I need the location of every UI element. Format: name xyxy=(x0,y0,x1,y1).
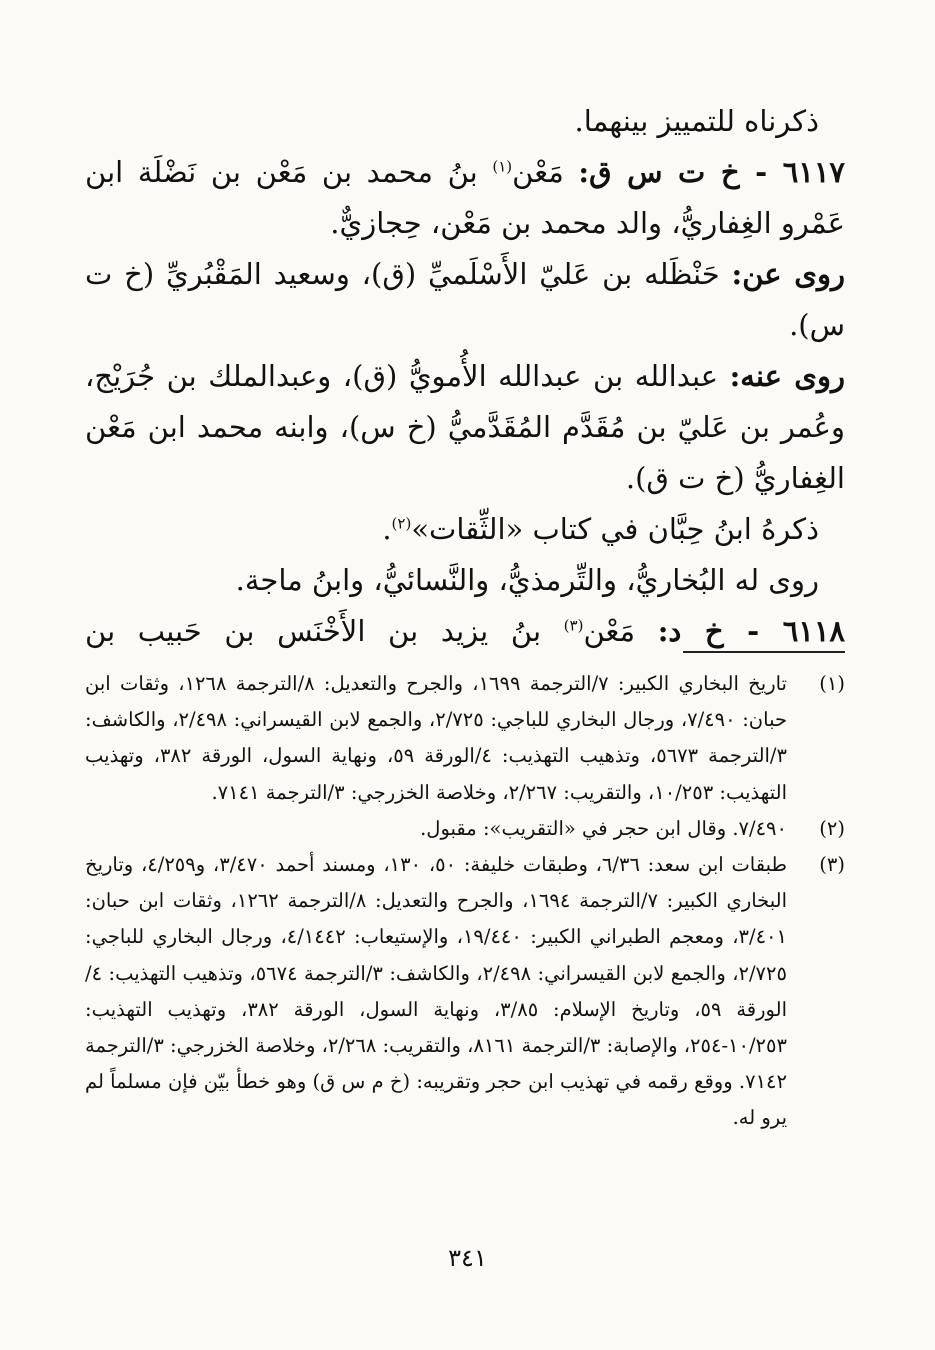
entry-text: بنُ محمد بن مَعْن بن نَضْلَة ابن عَمْرو الغِفاريُّ، والد محمد بن مَعْن، حِجازيٌّ. xyxy=(85,155,845,240)
footnote-number: (٢) xyxy=(819,816,845,840)
footnote-2 xyxy=(85,811,845,847)
footnote-text: تاريخ البخاري الكبير: ٧/الترجمة ١٦٩٩، والجرح والتعديل: ٨/الترجمة ١٢٦٨، وثقات ابن حبان: ٧/٤٩٠، ورجال البخاري للباجي: ٢/٧٢٥، والجمع لابن القيسراني: ٢/٤٩٨، والكاشف: ٣/الترجمة ٥٦٧٣، وتذهيب التهذيب: ٤/الورقة ٥٩، ونهاية السول، الورقة ٣٨٢، وتهذيب التهذيب: ١٠/٢٥٣، والتقريب: ٢/٢٦٧، وخلاصة الخزرجي: ٣/الترجمة ٧١٤١. xyxy=(85,672,788,804)
main-text xyxy=(85,96,845,657)
footnote-ref: (٢) xyxy=(391,514,412,533)
entry-number: ٦١١٧ - خ ت س ق: xyxy=(578,155,845,189)
footnote-text: ٧/٤٩٠. وقال ابن حجر في «التقريب»: مقبول. xyxy=(420,816,787,840)
narrated-by xyxy=(85,351,845,504)
narrated-for: روى له البُخاريُّ، والتِّرمذيُّ، والنَّسائيُّ، وابنُ ماجة. xyxy=(235,563,819,597)
narrated-by-text: عبدالله بن عبدالله الأُمويُّ (ق)، وعبدالملك بن جُرَيْج، وعُمر بن عَليّ بن مُقَدَّم المُقَدَّميُّ (خ س)، وابنه محمد ابن مَعْن الغِفاريُّ (خ ت ق). xyxy=(85,359,845,495)
entry-name: مَعْن xyxy=(512,155,579,189)
footnote-divider xyxy=(683,651,845,653)
entry-number: ٦١١٨ - خ د: xyxy=(657,614,845,648)
narrated-from-label: روى عن: xyxy=(731,257,846,291)
narrated-by-label: روى عنه: xyxy=(729,359,845,393)
page-number: ٣٤١ xyxy=(448,1244,487,1272)
footnote-ref: (١) xyxy=(492,157,513,176)
footnote-text: طبقات ابن سعد: ٦/٣٦، وطبقات خليفة: ٥٠، ١٣٠، ومسند أحمد ٣/٤٧٠، و٤/٢٥٩، وتاريخ البخاري الكبير: ٧/الترجمة ١٦٩٤، والجرح والتعديل: ٨/الترجمة ١٢٦٢، وثقات ابن حبان: ٣/٤٠١، ومعجم الطبراني الكبير: ١٩/٤٤٠، والإستيعاب: ٤/١٤٤٢، ورجال البخاري للباجي: ٢/٧٢٥، والجمع لابن القيسراني: ٢/٤٩٨، والكاشف: ٣/الترجمة ٥٦٧٤، وتذهيب التهذيب: ٤/الورقة ٥٩، وتاريخ الإسلام: ٣/٨٥، ونهاية السول، الورقة ٣٨٢، وتهذيب التهذيب: ١٠/٢٥٣-٢٥٤، والإصابة: ٣/الترجمة ٨١٦١، والتقريب: ٢/٢٦٨، وخلاصة الخزرجي: ٣/الترجمة ٧١٤٢. ووقع رقمه في تهذيب ابن حجر وتقريبه: (خ م س ق) وهو خطأ بيّن فإن مسلماً لم يرو له. xyxy=(85,853,788,1130)
entry-text: بنُ يزيد بن الأَخْنَس بن حَبيب بن xyxy=(85,614,564,648)
footnote-1 xyxy=(85,666,845,811)
narrated-from-text: حَنْظَله بن عَليّ الأَسْلَميِّ (ق)، وسعيد المَقْبُريِّ (خ ت س). xyxy=(85,257,845,342)
entry-6118 xyxy=(85,606,845,657)
footnote-3 xyxy=(85,847,845,1137)
footnote-number: (١) xyxy=(819,672,845,695)
footnote-number: (٣) xyxy=(819,853,845,877)
footnotes xyxy=(85,666,845,1137)
mentioned-by: ذكرهُ ابنُ حِبَّان في كتاب «الثِّقات»$^{(٢)}$. xyxy=(382,512,819,546)
entry-name: مَعْن xyxy=(583,614,658,648)
narrated-from xyxy=(85,249,845,351)
footnote-ref: (٣) xyxy=(563,616,584,635)
continuation-line: ذكرناه للتمييز بينهما. xyxy=(574,104,819,138)
entry-6117 xyxy=(85,147,845,249)
